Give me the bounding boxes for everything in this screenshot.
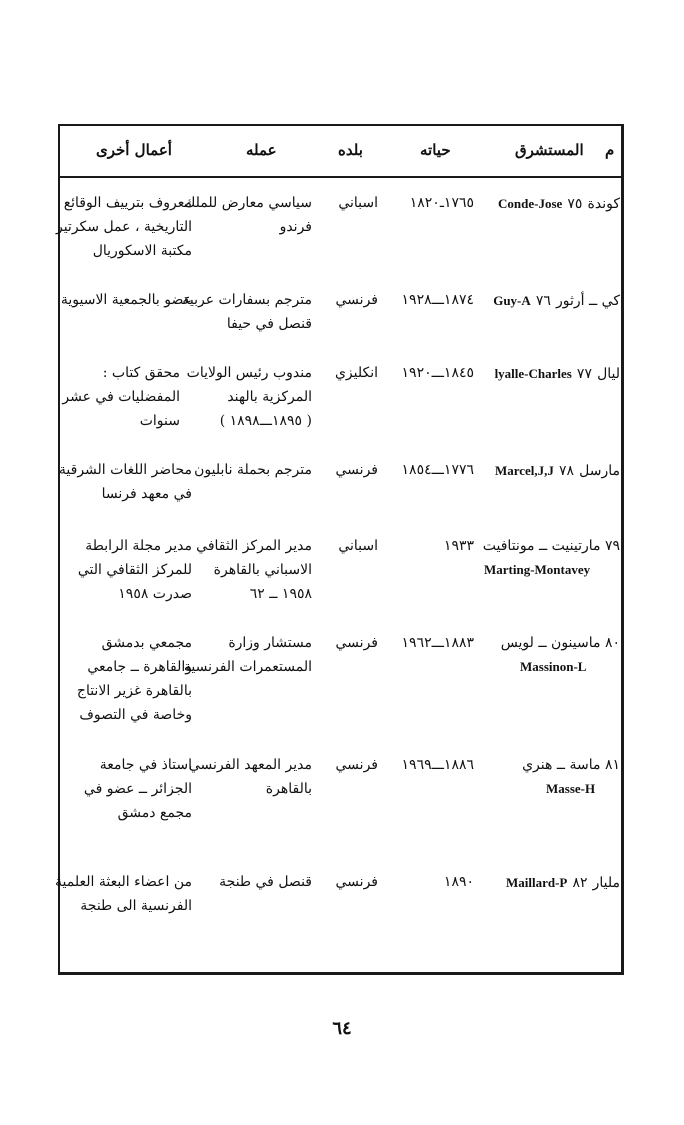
other-works-cell: محاضر اللغات الشرقية في معهد فرنسا: [58, 462, 192, 502]
name-latin: Marcel,J,J: [494, 463, 554, 478]
work-cell: مدير المركز الثقافي الاسباني بالقاهرة ١٩٥٨ ــ ٦٢: [196, 538, 312, 602]
name-latin: Conde-Jose: [498, 196, 563, 211]
orientalist-cell: [470, 753, 620, 801]
row-number: ٧٧: [576, 366, 592, 382]
orientalist-cell: [470, 631, 620, 679]
header-index: م: [605, 141, 615, 159]
name-arabic: ليال: [597, 366, 620, 382]
name-arabic: كوندة: [587, 196, 620, 212]
country-cell: اسباني: [338, 538, 378, 554]
other-works-cell: معروف بترييف الوقائع التاريخية ، عمل سكرتير مكتبة الاسكوريال: [55, 195, 192, 259]
work-cell: مندوب رئيس الولايات المركزية بالهند ( ١٨٩٥ـــ١٨٩٨ ): [186, 365, 312, 429]
work-cell: قنصل في طنجة: [219, 874, 312, 890]
table-bottom-rule: [58, 972, 624, 975]
page-number: ٦٤: [332, 1018, 352, 1039]
country-cell: فرنسي: [335, 635, 378, 651]
country-cell: فرنسي: [335, 757, 378, 773]
other-works-cell: عضو بالجمعية الاسيوية: [60, 292, 192, 308]
country-cell: اسباني: [338, 195, 378, 211]
other-works-cell: من اعضاء البعثة العلمية الفرنسية الى طنجة: [55, 874, 192, 914]
row-number: ٨٢: [572, 875, 588, 891]
name-latin: lyalle-Charles: [494, 366, 572, 381]
table-frame: [55, 124, 624, 974]
header-other-works: أعمال أخرى: [96, 141, 172, 159]
other-works-cell: استاذ في جامعة الجزائر ــ عضو في مجمع دمشق: [83, 757, 192, 821]
life-dates: ١٨٨٦ـــ١٩٦٩: [401, 757, 474, 773]
work-cell: مستشار وزارة المستعمرات الفرنسية: [183, 635, 312, 675]
other-works-cell: محقق كتاب : المفضليات في عشر سنوات: [62, 365, 180, 429]
header-life: حياته: [420, 141, 451, 159]
work-cell: مترجم بحملة نابليون: [194, 462, 312, 478]
life-dates: ١٧٦٥ـ١٨٢٠: [409, 195, 474, 211]
name-arabic: ماسة ــ هنري: [522, 757, 601, 773]
name-arabic: مارتينيت ــ مونتافيت: [482, 538, 601, 554]
name-latin: Guy-A: [493, 293, 531, 308]
country-cell: فرنسي: [335, 292, 378, 308]
name-latin: Maillard-P: [505, 875, 568, 890]
other-works-cell: مدير مجلة الرابطة للمركز الثقافي التي صدرت ١٩٥٨: [77, 538, 192, 602]
orientalist-cell: [485, 870, 620, 895]
name-latin: Massinon-L: [520, 659, 587, 674]
header-orientalist: المستشرق: [515, 141, 584, 159]
orientalist-cell: [490, 191, 620, 216]
country-cell: انكليزي: [334, 365, 378, 381]
work-cell: مترجم بسفارات عربية قنصل في حيفا: [182, 292, 312, 332]
row-number: ٧٩: [604, 538, 620, 554]
row-number: ٨٠: [604, 635, 620, 651]
orientalist-cell: [485, 458, 620, 483]
name-latin: Marting-Montavey: [484, 562, 591, 577]
other-works-cell: مجمعي بدمشق والقاهرة ــ جامعي بالقاهرة غزير الانتاج وخاصة في التصوف: [76, 635, 192, 723]
row-number: ٧٨: [559, 463, 575, 479]
life-dates: ١٩٣٣: [443, 538, 474, 554]
name-arabic: مليار: [592, 875, 620, 891]
life-dates: ١٨٤٥ـــ١٩٢٠: [401, 365, 474, 381]
orientalist-cell: [480, 288, 620, 313]
work-cell: سياسي معارض للملك فرندو: [183, 195, 312, 235]
country-cell: فرنسي: [335, 874, 378, 890]
name-arabic: ماسينون ــ لويس: [500, 635, 601, 651]
life-dates: ١٨٩٠: [443, 874, 474, 890]
life-dates: ١٨٧٤ـــ١٩٢٨: [401, 292, 474, 308]
name-arabic: كي ــ أرثور: [556, 293, 620, 309]
life-dates: ١٧٧٦ـــ١٨٥٤: [401, 462, 474, 478]
header-work: عمله: [246, 141, 277, 159]
header-country: بلده: [338, 141, 363, 159]
name-arabic: مارسل: [579, 463, 620, 479]
country-cell: فرنسي: [335, 462, 378, 478]
life-dates: ١٨٨٣ـــ١٩٦٢: [401, 635, 474, 651]
orientalist-cell: [485, 361, 620, 386]
work-cell: مدير المعهد الفرنسي بالقاهرة: [188, 757, 312, 797]
name-latin: Masse-H: [546, 781, 596, 796]
orientalist-cell: [470, 534, 620, 582]
row-number: ٧٥: [567, 196, 583, 212]
row-number: ٨١: [604, 757, 620, 773]
row-number: ٧٦: [535, 293, 551, 309]
header-divider: [60, 176, 621, 178]
